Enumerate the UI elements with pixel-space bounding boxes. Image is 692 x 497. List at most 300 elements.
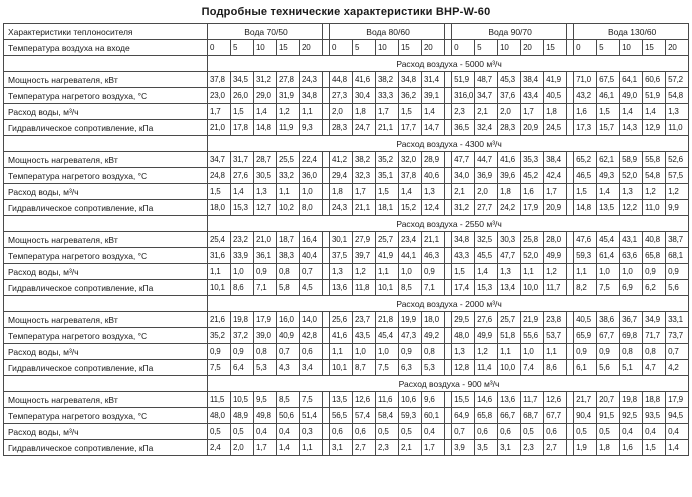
inlet-temp-value: 10: [254, 40, 277, 56]
value-cell: 1,8: [498, 184, 521, 200]
value-cell: 3,1: [498, 440, 521, 456]
value-cell: 21,1: [376, 120, 399, 136]
value-cell: 10,1: [376, 280, 399, 296]
value-cell: 46,5: [574, 168, 597, 184]
value-cell: 11,9: [277, 120, 300, 136]
data-row: [4, 232, 689, 248]
value-cell: 54,8: [666, 88, 689, 104]
value-cell: 25,7: [376, 232, 399, 248]
value-cell: 0,8: [277, 264, 300, 280]
value-cell: 27,8: [277, 72, 300, 88]
value-cell: 1,5: [376, 184, 399, 200]
value-cell: 1,4: [666, 440, 689, 456]
airflow-section-header: Расход воздуха - 900 м³/ч: [208, 376, 689, 392]
value-cell: 44,1: [399, 248, 422, 264]
value-cell: 1,2: [643, 184, 666, 200]
value-cell: 46,1: [597, 88, 620, 104]
value-cell: 43,2: [574, 88, 597, 104]
value-cell: 31,4: [422, 72, 445, 88]
value-cell: 0,8: [620, 344, 643, 360]
value-cell: 35,2: [208, 328, 231, 344]
inlet-temp-value: 20: [422, 40, 445, 56]
value-cell: 59,3: [399, 408, 422, 424]
value-cell: 45,4: [376, 328, 399, 344]
value-cell: 25,8: [521, 232, 544, 248]
inlet-temp-value: 15: [544, 40, 567, 56]
value-cell: 52,0: [620, 168, 643, 184]
value-cell: 15,3: [475, 280, 498, 296]
value-cell: 46,3: [422, 248, 445, 264]
value-cell: 1,0: [231, 264, 254, 280]
row-label: Расход воды, м³/ч: [4, 184, 208, 200]
value-cell: 18,1: [376, 200, 399, 216]
value-cell: 0,6: [544, 424, 567, 440]
value-cell: 48,0: [208, 408, 231, 424]
data-row: [4, 104, 689, 120]
value-cell: 67,7: [544, 408, 567, 424]
value-cell: 0,5: [399, 424, 422, 440]
value-cell: 0,4: [254, 424, 277, 440]
value-cell: 1,3: [254, 184, 277, 200]
value-cell: 31,2: [254, 72, 277, 88]
value-cell: 63,6: [620, 248, 643, 264]
value-cell: 40,4: [300, 248, 323, 264]
value-cell: 34,8: [399, 72, 422, 88]
inlet-temp-value: 15: [399, 40, 422, 56]
value-cell: 23,2: [231, 232, 254, 248]
value-cell: 44,8: [330, 72, 353, 88]
value-cell: 16,4: [300, 232, 323, 248]
value-cell: 316,0: [452, 88, 475, 104]
group-separator: [567, 232, 574, 248]
inlet-temp-value: 10: [376, 40, 399, 56]
value-cell: 39,0: [254, 328, 277, 344]
inlet-temp-value: 5: [353, 40, 376, 56]
value-cell: 65,2: [574, 152, 597, 168]
value-cell: 0,6: [353, 424, 376, 440]
inlet-temp-value: 10: [620, 40, 643, 56]
value-cell: 0,9: [597, 344, 620, 360]
value-cell: 1,6: [574, 104, 597, 120]
section-header-row: [4, 56, 689, 72]
specs-table: [3, 23, 689, 456]
value-cell: 93,5: [643, 408, 666, 424]
value-cell: 5,1: [620, 360, 643, 376]
value-cell: 10,1: [330, 360, 353, 376]
value-cell: 13,6: [498, 392, 521, 408]
value-cell: 2,3: [521, 440, 544, 456]
value-cell: 10,5: [231, 392, 254, 408]
value-cell: 3,9: [452, 440, 475, 456]
inlet-temp-value: 0: [452, 40, 475, 56]
value-cell: 1,4: [422, 104, 445, 120]
value-cell: 29,0: [254, 88, 277, 104]
water-group-header: Вода 80/60: [330, 24, 445, 40]
value-cell: 1,1: [574, 264, 597, 280]
value-cell: 91,5: [597, 408, 620, 424]
value-cell: 28,3: [330, 120, 353, 136]
value-cell: 6,3: [399, 360, 422, 376]
group-separator: [445, 280, 452, 296]
value-cell: 1,1: [300, 440, 323, 456]
value-cell: 38,7: [666, 232, 689, 248]
value-cell: 10,0: [521, 280, 544, 296]
value-cell: 90,4: [574, 408, 597, 424]
row-label: Температура нагретого воздуха, °С: [4, 88, 208, 104]
value-cell: 1,4: [643, 104, 666, 120]
value-cell: 52,0: [521, 248, 544, 264]
value-cell: 29,5: [452, 312, 475, 328]
value-cell: 30,4: [353, 88, 376, 104]
group-separator: [567, 168, 574, 184]
value-cell: 1,5: [643, 440, 666, 456]
value-cell: 54,8: [643, 168, 666, 184]
value-cell: 0,9: [574, 344, 597, 360]
inlet-temp-value: 0: [574, 40, 597, 56]
value-cell: 4,7: [643, 360, 666, 376]
value-cell: 58,4: [376, 408, 399, 424]
value-cell: 39,1: [422, 88, 445, 104]
value-cell: 24,8: [208, 168, 231, 184]
group-separator: [445, 88, 452, 104]
value-cell: 1,7: [254, 440, 277, 456]
section-header-row: [4, 296, 689, 312]
section-header-spacer: [4, 216, 208, 232]
group-separator: [323, 248, 330, 264]
value-cell: 57,5: [666, 168, 689, 184]
group-separator: [323, 232, 330, 248]
value-cell: 1,5: [208, 184, 231, 200]
airflow-section-header: Расход воздуха - 4300 м³/ч: [208, 136, 689, 152]
value-cell: 29,4: [330, 168, 353, 184]
value-cell: 36,5: [452, 120, 475, 136]
value-cell: 47,6: [574, 232, 597, 248]
value-cell: 33,3: [376, 88, 399, 104]
value-cell: 56,5: [330, 408, 353, 424]
value-cell: 31,2: [452, 200, 475, 216]
group-separator: [323, 408, 330, 424]
value-cell: 2,1: [452, 184, 475, 200]
value-cell: 35,2: [376, 152, 399, 168]
value-cell: 27,9: [353, 232, 376, 248]
value-cell: 18,0: [422, 312, 445, 328]
value-cell: 49,8: [254, 408, 277, 424]
value-cell: 18,7: [277, 232, 300, 248]
value-cell: 1,0: [521, 344, 544, 360]
value-cell: 1,5: [597, 104, 620, 120]
value-cell: 13,6: [330, 280, 353, 296]
value-cell: 27,7: [475, 200, 498, 216]
value-cell: 8,2: [574, 280, 597, 296]
value-cell: 2,3: [376, 440, 399, 456]
value-cell: 2,7: [544, 440, 567, 456]
value-cell: 40,5: [574, 312, 597, 328]
value-cell: 65,8: [643, 248, 666, 264]
value-cell: 1,1: [521, 264, 544, 280]
value-cell: 27,6: [475, 312, 498, 328]
data-row: [4, 392, 689, 408]
value-cell: 0,7: [300, 264, 323, 280]
row-label: Температура нагретого воздуха, °С: [4, 328, 208, 344]
value-cell: 8,6: [231, 280, 254, 296]
value-cell: 49,2: [422, 328, 445, 344]
row-label: Мощность нагревателя, кВт: [4, 72, 208, 88]
value-cell: 1,7: [208, 104, 231, 120]
value-cell: 57,4: [353, 408, 376, 424]
value-cell: 38,2: [376, 72, 399, 88]
value-cell: 3,5: [475, 440, 498, 456]
section-header-row: [4, 376, 689, 392]
value-cell: 1,2: [353, 264, 376, 280]
value-cell: 37,8: [208, 72, 231, 88]
group-separator: [445, 40, 452, 56]
value-cell: 43,3: [452, 248, 475, 264]
value-cell: 38,4: [544, 152, 567, 168]
value-cell: 68,1: [666, 248, 689, 264]
group-separator: [323, 24, 330, 40]
group-separator: [445, 184, 452, 200]
section-header-spacer: [4, 376, 208, 392]
value-cell: 1,4: [277, 440, 300, 456]
header-row: [4, 24, 689, 40]
group-separator: [445, 248, 452, 264]
value-cell: 12,6: [544, 392, 567, 408]
value-cell: 33,2: [277, 168, 300, 184]
group-separator: [323, 88, 330, 104]
value-cell: 32,5: [475, 232, 498, 248]
value-cell: 0,5: [521, 424, 544, 440]
value-cell: 6,4: [231, 360, 254, 376]
value-cell: 39,6: [498, 168, 521, 184]
group-separator: [323, 360, 330, 376]
value-cell: 50,6: [277, 408, 300, 424]
group-separator: [567, 24, 574, 40]
value-cell: 4,3: [277, 360, 300, 376]
value-cell: 0,6: [475, 424, 498, 440]
value-cell: 24,7: [353, 120, 376, 136]
value-cell: 12,9: [643, 120, 666, 136]
value-cell: 28,0: [544, 232, 567, 248]
value-cell: 1,1: [544, 344, 567, 360]
value-cell: 0,6: [498, 424, 521, 440]
inlet-temp-value: 20: [666, 40, 689, 56]
value-cell: 1,8: [544, 104, 567, 120]
value-cell: 51,9: [643, 88, 666, 104]
row-label: Мощность нагревателя, кВт: [4, 232, 208, 248]
value-cell: 1,4: [254, 104, 277, 120]
data-row: [4, 280, 689, 296]
value-cell: 25,6: [330, 312, 353, 328]
value-cell: 0,4: [620, 424, 643, 440]
value-cell: 0,4: [277, 424, 300, 440]
value-cell: 45,2: [521, 168, 544, 184]
value-cell: 31,9: [277, 88, 300, 104]
value-cell: 51,9: [452, 72, 475, 88]
value-cell: 41,9: [376, 248, 399, 264]
value-cell: 14,8: [574, 200, 597, 216]
value-cell: 10,0: [498, 360, 521, 376]
group-separator: [323, 152, 330, 168]
value-cell: 3,1: [330, 440, 353, 456]
value-cell: 0,5: [574, 424, 597, 440]
value-cell: 34,9: [643, 312, 666, 328]
value-cell: 0,9: [231, 344, 254, 360]
value-cell: 2,3: [452, 104, 475, 120]
group-separator: [567, 248, 574, 264]
group-separator: [567, 72, 574, 88]
water-group-header: Вода 130/60: [574, 24, 689, 40]
value-cell: 26,0: [231, 88, 254, 104]
value-cell: 7,5: [376, 360, 399, 376]
value-cell: 35,3: [521, 152, 544, 168]
group-separator: [323, 280, 330, 296]
row-label: Мощность нагревателя, кВт: [4, 152, 208, 168]
inlet-temp-value: 15: [277, 40, 300, 56]
value-cell: 94,5: [666, 408, 689, 424]
value-cell: 40,6: [422, 168, 445, 184]
group-separator: [323, 120, 330, 136]
value-cell: 7,5: [208, 360, 231, 376]
value-cell: 18,8: [643, 392, 666, 408]
water-group-header: Вода 90/70: [452, 24, 567, 40]
value-cell: 2,1: [399, 440, 422, 456]
value-cell: 0,7: [277, 344, 300, 360]
value-cell: 0,9: [422, 264, 445, 280]
value-cell: 1,1: [208, 264, 231, 280]
value-cell: 28,3: [498, 120, 521, 136]
value-cell: 32,3: [353, 168, 376, 184]
value-cell: 0,8: [643, 344, 666, 360]
group-separator: [445, 264, 452, 280]
value-cell: 6,9: [620, 280, 643, 296]
value-cell: 38,3: [277, 248, 300, 264]
value-cell: 0,6: [330, 424, 353, 440]
value-cell: 1,4: [231, 184, 254, 200]
value-cell: 0,4: [643, 424, 666, 440]
data-row: [4, 184, 689, 200]
value-cell: 13,5: [330, 392, 353, 408]
section-header-row: [4, 136, 689, 152]
row-label: Мощность нагревателя, кВт: [4, 392, 208, 408]
row-label: Гидравлическое сопротивление, кПа: [4, 360, 208, 376]
value-cell: 7,5: [597, 280, 620, 296]
data-row: [4, 264, 689, 280]
value-cell: 41,6: [353, 72, 376, 88]
value-cell: 57,2: [666, 72, 689, 88]
group-separator: [445, 344, 452, 360]
value-cell: 45,3: [498, 72, 521, 88]
value-cell: 24,3: [300, 72, 323, 88]
value-cell: 4,5: [300, 280, 323, 296]
group-separator: [323, 312, 330, 328]
value-cell: 42,8: [300, 328, 323, 344]
value-cell: 47,3: [399, 328, 422, 344]
value-cell: 4,2: [666, 360, 689, 376]
value-cell: 18,0: [208, 200, 231, 216]
value-cell: 52,6: [666, 152, 689, 168]
group-separator: [567, 88, 574, 104]
value-cell: 1,1: [277, 184, 300, 200]
value-cell: 1,3: [498, 264, 521, 280]
group-separator: [567, 360, 574, 376]
value-cell: 17,9: [666, 392, 689, 408]
value-cell: 58,9: [620, 152, 643, 168]
group-separator: [567, 104, 574, 120]
value-cell: 41,9: [544, 72, 567, 88]
value-cell: 48,7: [475, 72, 498, 88]
group-separator: [323, 40, 330, 56]
value-cell: 2,7: [353, 440, 376, 456]
group-separator: [567, 120, 574, 136]
value-cell: 2,0: [231, 440, 254, 456]
value-cell: 5,8: [277, 280, 300, 296]
value-cell: 1,6: [521, 184, 544, 200]
value-cell: 8,0: [300, 200, 323, 216]
value-cell: 1,6: [620, 440, 643, 456]
column-header-characteristics: Характеристики теплоносителя: [4, 24, 208, 40]
inlet-temp-value: 20: [300, 40, 323, 56]
value-cell: 48,0: [452, 328, 475, 344]
value-cell: 11,7: [521, 392, 544, 408]
group-separator: [445, 424, 452, 440]
value-cell: 12,7: [254, 200, 277, 216]
value-cell: 5,6: [597, 360, 620, 376]
value-cell: 0,6: [300, 344, 323, 360]
value-cell: 20,9: [544, 200, 567, 216]
group-separator: [567, 264, 574, 280]
group-separator: [445, 72, 452, 88]
value-cell: 1,1: [300, 104, 323, 120]
row-label: Гидравлическое сопротивление, кПа: [4, 440, 208, 456]
value-cell: 67,5: [597, 72, 620, 88]
value-cell: 17,9: [521, 200, 544, 216]
value-cell: 15,3: [231, 200, 254, 216]
group-separator: [445, 440, 452, 456]
value-cell: 0,8: [422, 344, 445, 360]
value-cell: 1,4: [475, 264, 498, 280]
value-cell: 1,5: [574, 184, 597, 200]
inlet-temp-row: [4, 40, 689, 56]
value-cell: 5,3: [254, 360, 277, 376]
data-row: [4, 408, 689, 424]
value-cell: 37,6: [498, 88, 521, 104]
value-cell: 27,3: [330, 88, 353, 104]
value-cell: 1,7: [376, 104, 399, 120]
value-cell: 1,7: [422, 440, 445, 456]
row-label: Гидравлическое сопротивление, кПа: [4, 280, 208, 296]
value-cell: 33,1: [666, 312, 689, 328]
value-cell: 21,6: [208, 312, 231, 328]
value-cell: 12,6: [353, 392, 376, 408]
section-header-row: [4, 216, 689, 232]
group-separator: [323, 424, 330, 440]
value-cell: 64,9: [452, 408, 475, 424]
value-cell: 1,2: [544, 264, 567, 280]
value-cell: 34,8: [300, 88, 323, 104]
value-cell: 43,5: [353, 328, 376, 344]
group-separator: [323, 72, 330, 88]
value-cell: 61,4: [597, 248, 620, 264]
value-cell: 9,5: [254, 392, 277, 408]
value-cell: 0,5: [597, 424, 620, 440]
data-row: [4, 168, 689, 184]
row-label: Мощность нагревателя, кВт: [4, 312, 208, 328]
value-cell: 37,2: [231, 328, 254, 344]
value-cell: 21,0: [254, 232, 277, 248]
group-separator: [323, 184, 330, 200]
value-cell: 7,1: [254, 280, 277, 296]
data-row: [4, 328, 689, 344]
